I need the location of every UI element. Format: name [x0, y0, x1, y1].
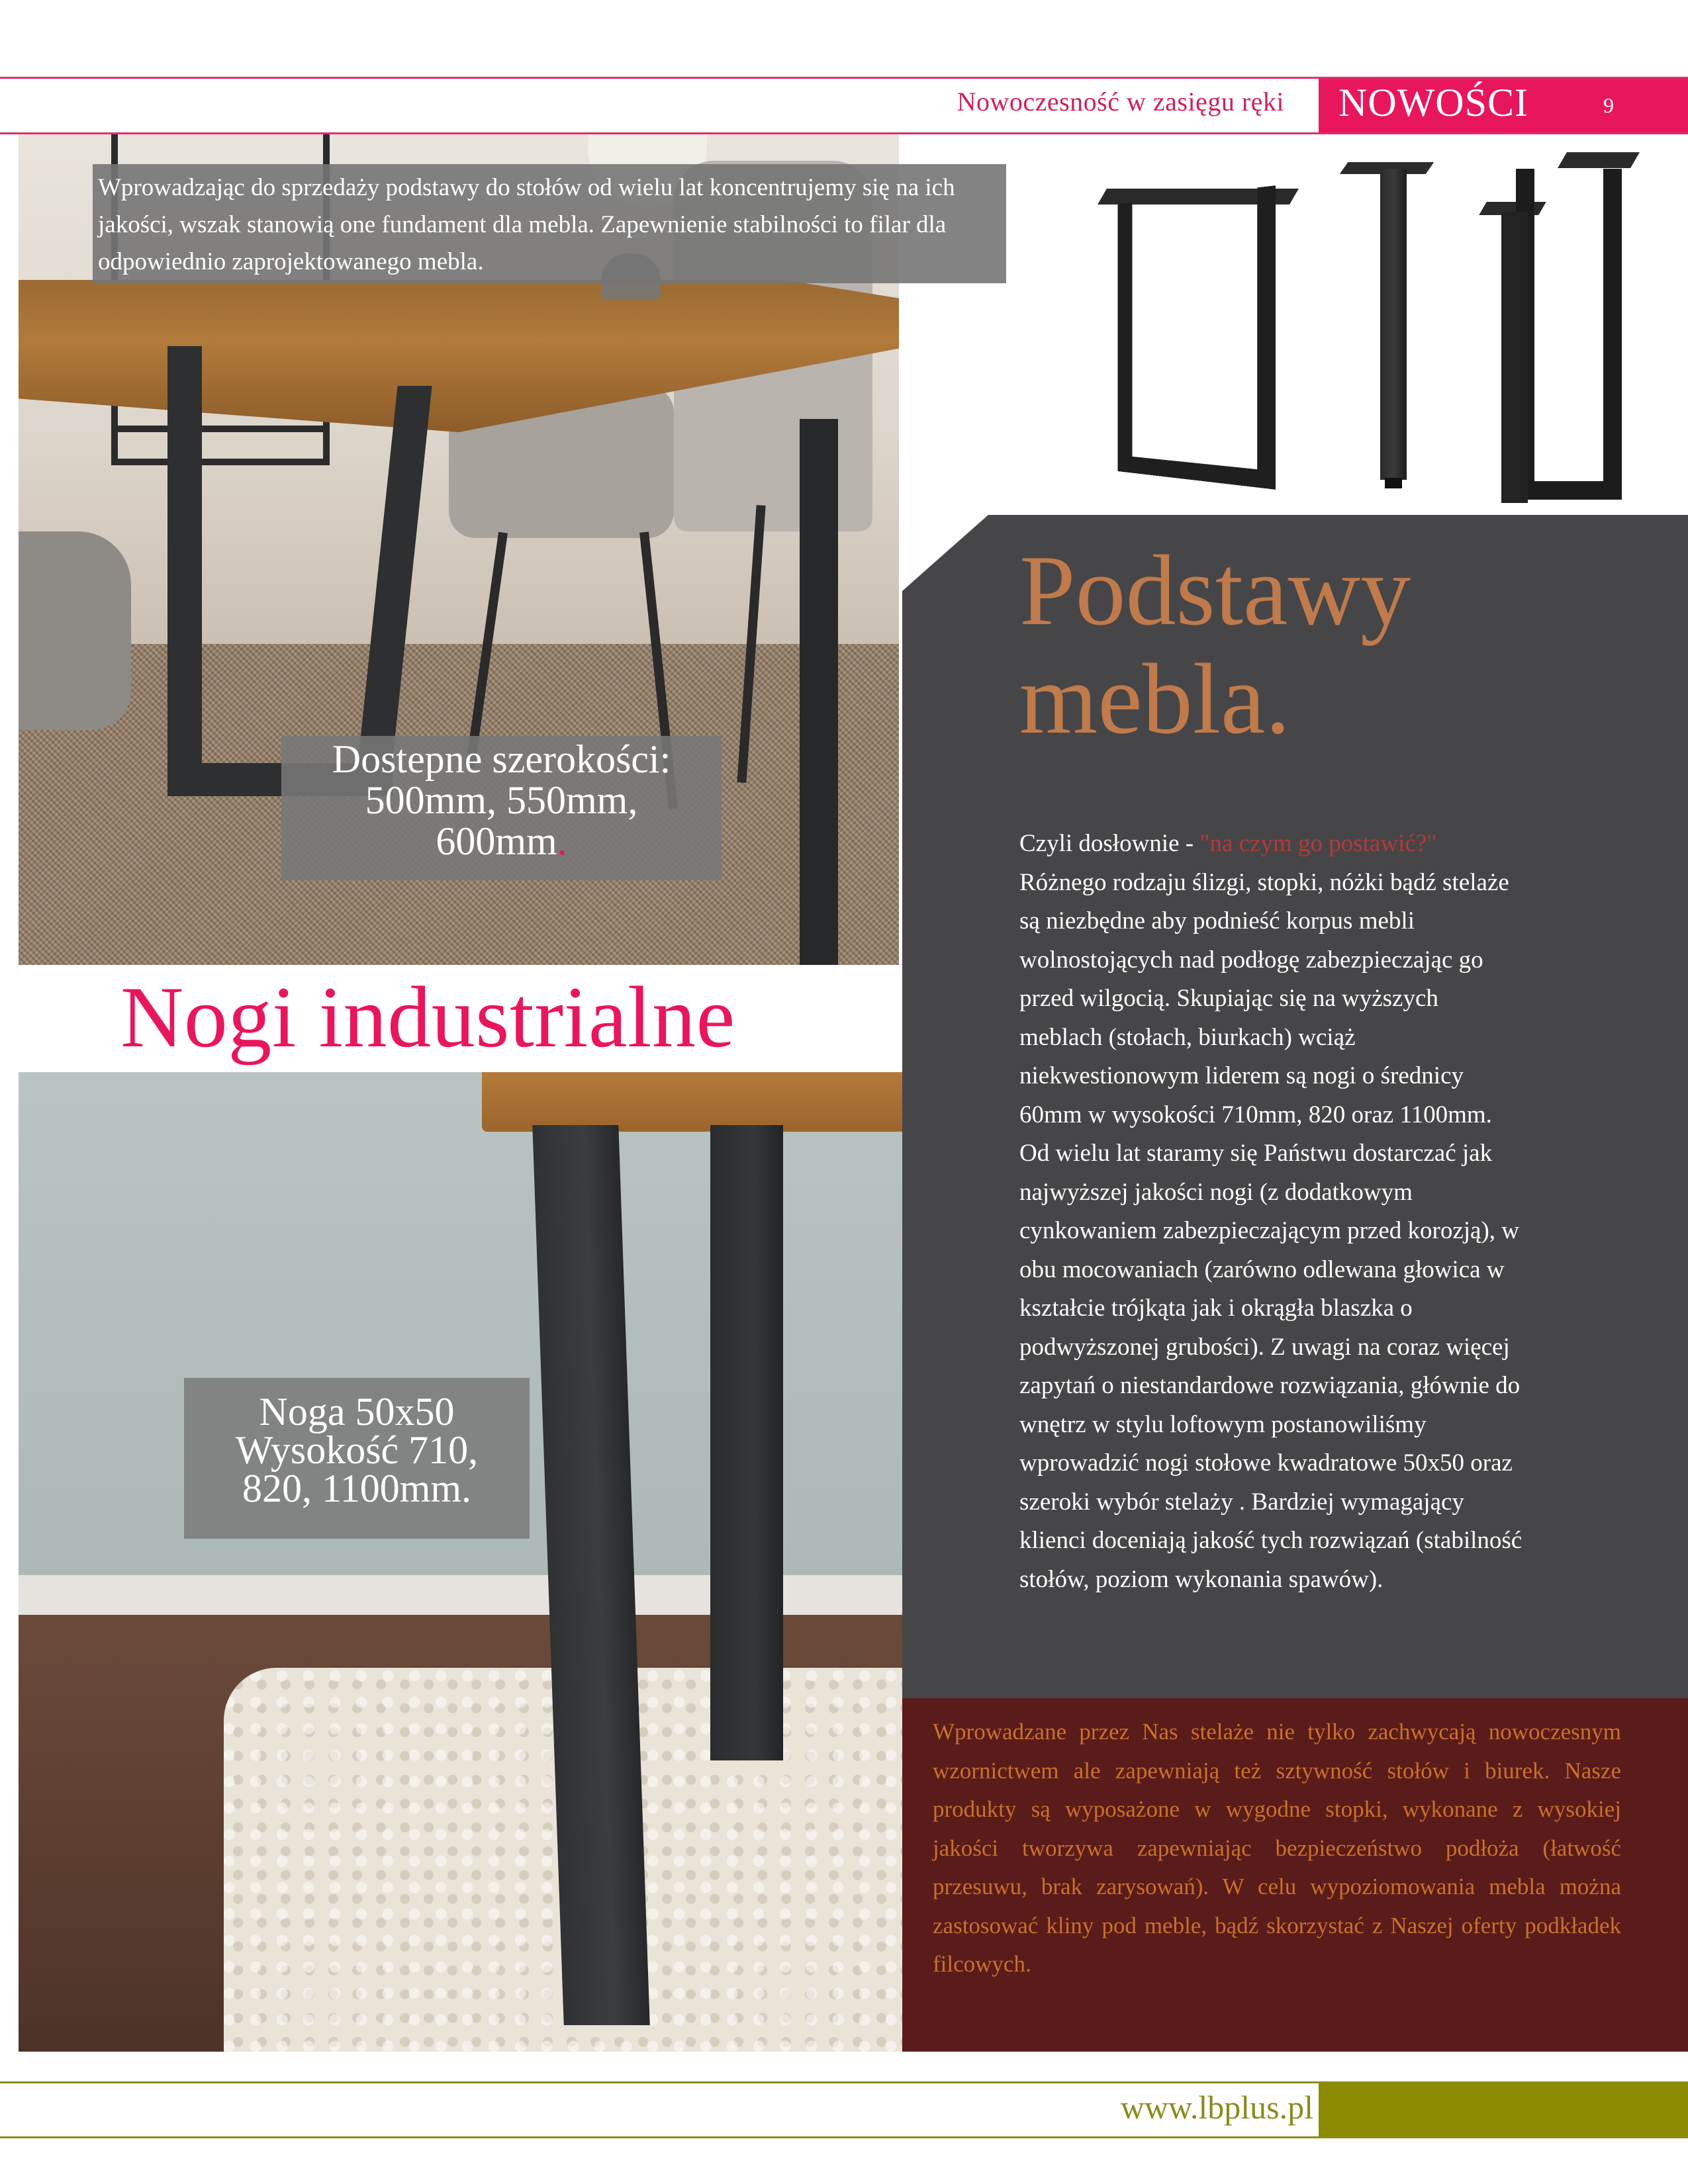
- widths-box: [281, 736, 722, 880]
- article-quote: "na czym go postawić?": [1199, 830, 1437, 857]
- note-box: [902, 1698, 1688, 2052]
- widths-line: Dostepne szerokości:: [332, 737, 671, 781]
- widths-dot: .: [557, 819, 567, 863]
- header-tagline: Nowoczesność w zasięgu ręki: [957, 87, 1284, 116]
- leg-spec-line: 820, 1100mm.: [242, 1467, 472, 1510]
- u-frame-body: [1117, 185, 1276, 490]
- article-title-line: Podstawy: [1019, 535, 1411, 646]
- article-title-line: mebla.: [1019, 643, 1291, 754]
- intro-text: Wprowadzając do sprzedaży podstawy do stołów od wielu lat koncentrujemy się na ich jakości, wszak stanowią one fundament dla mebla. Zapewnienie stabilności to filar dla odpowiednio zaprojektowanego mebla.: [98, 174, 955, 275]
- page-number: 9: [1603, 93, 1614, 117]
- website-link[interactable]: www.lbplus.pl: [1120, 2089, 1313, 2126]
- article-lead: Czyli dosłownie -: [1019, 830, 1200, 857]
- widths-value: 600mm: [436, 819, 557, 863]
- widths-text: [281, 739, 722, 862]
- article-title: [1019, 536, 1411, 753]
- footer-rule-bottom: [0, 2136, 1688, 2138]
- article-body: [1019, 825, 1523, 1599]
- shelf-board: [111, 426, 330, 432]
- section-badge: [1319, 79, 1688, 132]
- footer-color-block: [1319, 2083, 1688, 2136]
- table-leg-back: [710, 1125, 783, 1760]
- section-heading: Nogi industrialne: [120, 968, 735, 1066]
- table-leg: [167, 346, 202, 796]
- article-text: Różnego rodzaju ślizgi, stopki, nóżki bądź stelaże są niezbędne aby podnieść korpus mebli wolnostojących nad podłogę zabezpieczając go przed wilgocią. Skupiając się na wyższych meblach (stołach, biurkach) wciąż niekwestionowym liderem są nogi o średnicy 60mm w wysokości 710mm, 820 oraz 1100mm. Od wielu lat staramy się Państwu dostarczać jak najwyższej jakości nogi (z dodatkowym cynkowaniem zabezpieczającym przed korozją), w obu mocowaniach (zarówno odlewana głowica w kształcie trójkąta jak i okrągła blaszka o podwyższonej grubości). Z uwagi na coraz więcej zapytań o niestandardowe rozwiązania, głównie do wnętrz w stylu loftowym postanowiliśmy wprowadzić nogi stołowe kwadratowe 50x50 oraz szeroki wybór stelaży . Bardziej wymagający klienci doceniają jakość tych rozwiązań (stabilność stołów, poziom wykonania spawów).: [1019, 868, 1523, 1593]
- square-leg-photo: [19, 1072, 902, 2052]
- post-leg-foot: [1385, 478, 1402, 488]
- u-frame-product: [1096, 175, 1307, 493]
- leg-spec-text: [184, 1392, 530, 1508]
- chair-left: [19, 531, 131, 730]
- narrow-frame-top: [1558, 152, 1640, 168]
- narrow-frame-product: [1516, 169, 1622, 500]
- widths-line: 500mm, 550mm,: [365, 778, 638, 822]
- table-leg: [800, 419, 838, 965]
- note-text: Wprowadzane przez Nas stelaże nie tylko zachwycają nowoczesnym wzornictwem ale zapewniają też sztywność stołów i biurek. Nasze produkty są wyposażone w wygodne stopki, wykonane z wysokiej jakości tworzywa zapewniając bezpieczeństwo podłoża (łatwość przesuwu, brak zarysowań). W celu wypoziomowania mebla można zastosować kliny pod meble, bądź skorzystać z Naszej oferty podkładek filcowych.: [933, 1719, 1621, 1977]
- leg-spec-box: [184, 1378, 530, 1539]
- post-leg-product: [1380, 169, 1407, 480]
- leg-spec-line: Wysokość 710,: [235, 1428, 479, 1472]
- section-label: NOWOŚCI: [1338, 81, 1528, 124]
- intro-box: [93, 164, 1006, 283]
- narrow-frame-front-leg: [1501, 212, 1528, 503]
- leg-spec-line: Noga 50x50: [259, 1390, 455, 1433]
- table-top: [482, 1072, 902, 1132]
- widths-line: [281, 821, 722, 862]
